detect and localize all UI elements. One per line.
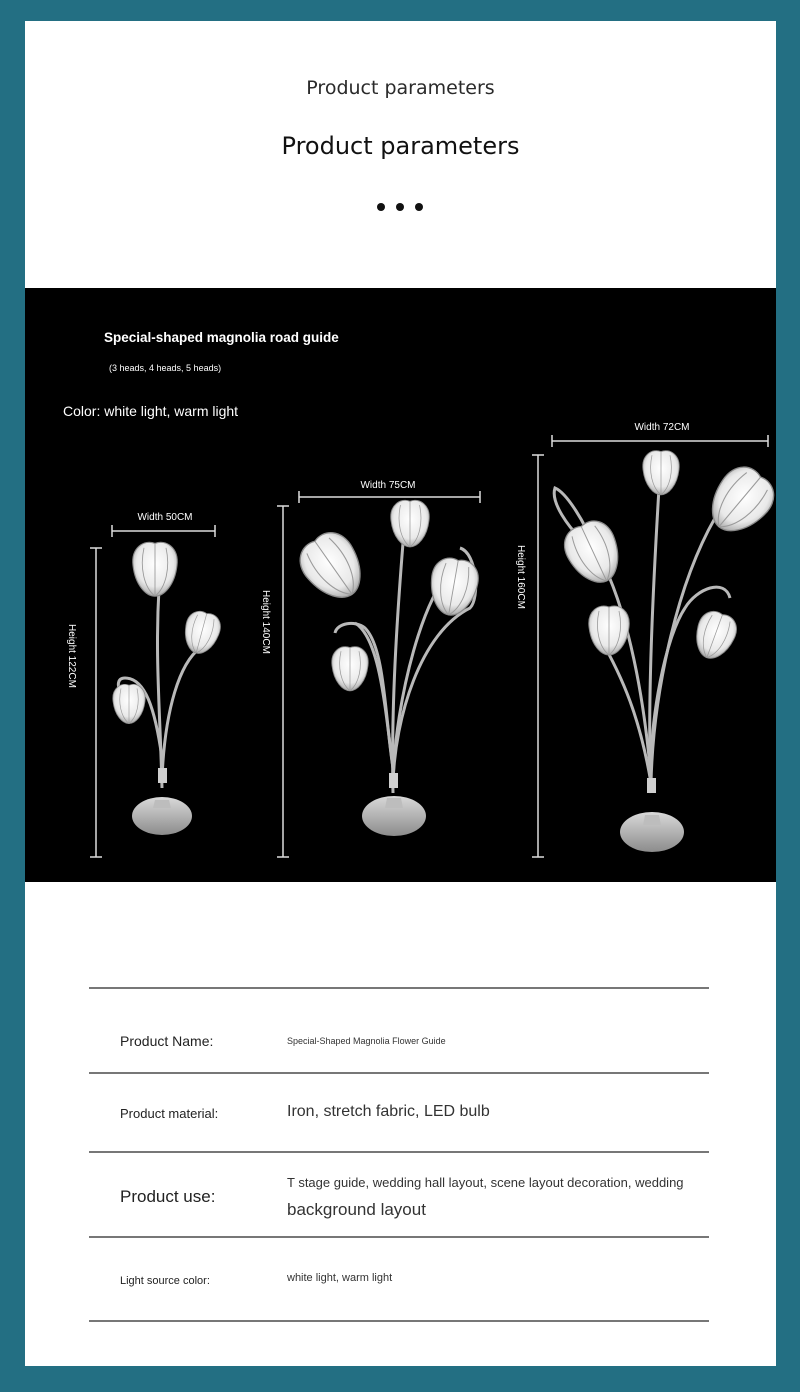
lamp2-height-label: Height 140CM [260, 590, 271, 654]
product-parameters-card [25, 21, 776, 1366]
lamp3-width-label: Width 72CM [634, 422, 690, 433]
photo-color-line: Color: white light, warm light [63, 403, 239, 419]
photo-title: Special-shaped magnolia road guide [104, 330, 339, 345]
lamp1-width-label: Width 50CM [137, 512, 193, 523]
section-title-large: Product parameters [281, 132, 520, 160]
param-value-line1: T stage guide, wedding hall layout, scene layout decoration, wedding [287, 1175, 684, 1190]
photo-subtitle: (3 heads, 4 heads, 5 heads) [109, 363, 222, 373]
table-row [89, 1151, 709, 1236]
table-row [89, 1072, 709, 1151]
param-label: Product Name: [120, 1033, 214, 1049]
param-value: white light, warm light [287, 1272, 393, 1284]
param-value-line2: background layout [287, 1200, 426, 1219]
lamp1-height-label: Height 122CM [66, 624, 77, 688]
param-label: Product use: [120, 1187, 216, 1206]
ellipsis-dots-icon [377, 203, 425, 213]
table-row [89, 1236, 709, 1322]
param-value: Iron, stretch fabric, LED bulb [287, 1103, 490, 1120]
table-row [89, 987, 709, 1072]
section-title-small: Product parameters [306, 77, 495, 99]
param-label: Light source color: [120, 1275, 210, 1287]
lamp-illustration [25, 288, 776, 882]
lamp3-height-label: Height 160CM [515, 545, 526, 609]
param-value: Special-Shaped Magnolia Flower Guide [287, 1036, 446, 1046]
lamp2-width-label: Width 75CM [360, 480, 416, 491]
parameter-table [89, 987, 709, 1322]
product-photo [25, 288, 776, 882]
param-label: Product material: [120, 1106, 219, 1121]
